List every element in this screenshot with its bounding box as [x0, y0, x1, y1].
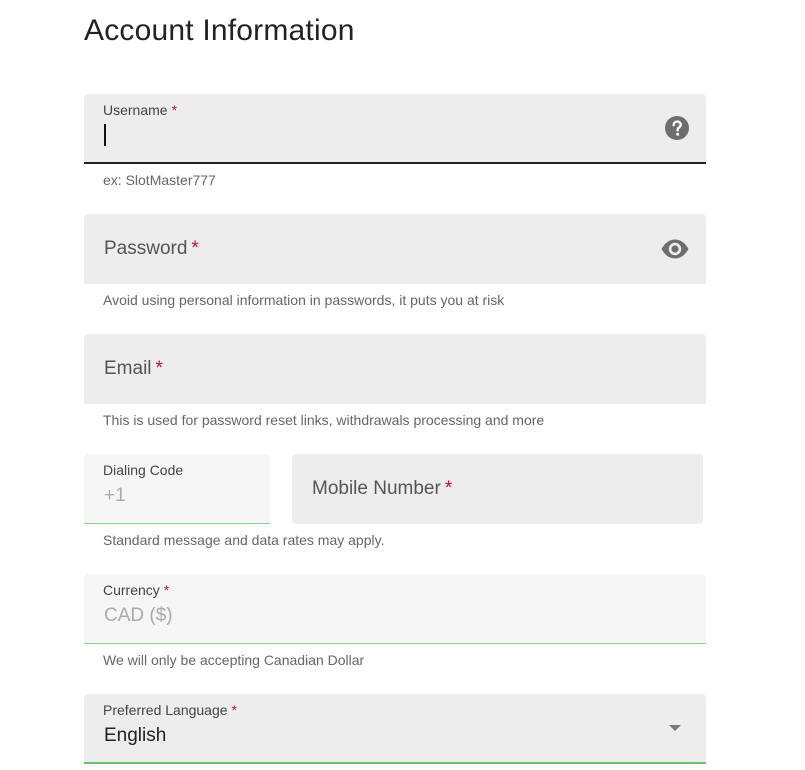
mobile-helper: Standard message and data rates may apply. [103, 532, 385, 548]
email-field[interactable] [84, 334, 706, 404]
required-marker: * [171, 102, 178, 118]
currency-field[interactable] [84, 574, 706, 644]
preferred-language-select[interactable] [84, 694, 706, 764]
dialing-code-value: +1 [104, 485, 126, 506]
currency-helper: We will only be accepting Canadian Dollar [103, 652, 365, 668]
mobile-number-label: Mobile Number * [312, 478, 453, 499]
preferred-language-label: Preferred Language * [103, 702, 237, 718]
username-label: Username * [103, 102, 178, 118]
page-title: Account Information [84, 14, 355, 47]
question-circle-icon[interactable] [664, 115, 690, 141]
username-field[interactable] [84, 94, 706, 164]
required-marker: * [444, 478, 453, 499]
currency-value: CAD ($) [104, 605, 173, 626]
preferred-language-value: English [104, 725, 167, 746]
dialing-code-label: Dialing Code [103, 462, 184, 478]
mobile-number-field[interactable] [292, 454, 703, 524]
email-helper: This is used for password reset links, withdrawals processing and more [103, 412, 545, 428]
text-cursor [104, 124, 106, 146]
required-marker: * [231, 702, 237, 718]
required-marker: * [163, 582, 170, 598]
caret-down-icon[interactable] [668, 724, 682, 732]
eye-icon[interactable] [660, 238, 690, 260]
currency-label: Currency * [103, 582, 170, 598]
email-label: Email * [104, 358, 163, 379]
password-field[interactable] [84, 214, 706, 284]
password-helper: Avoid using personal information in passwords, it puts you at risk [103, 292, 505, 308]
username-helper: ex: SlotMaster777 [103, 172, 216, 188]
password-label: Password * [104, 238, 199, 259]
required-marker: * [191, 238, 199, 259]
dialing-code-field[interactable] [84, 454, 270, 524]
required-marker: * [155, 358, 163, 379]
